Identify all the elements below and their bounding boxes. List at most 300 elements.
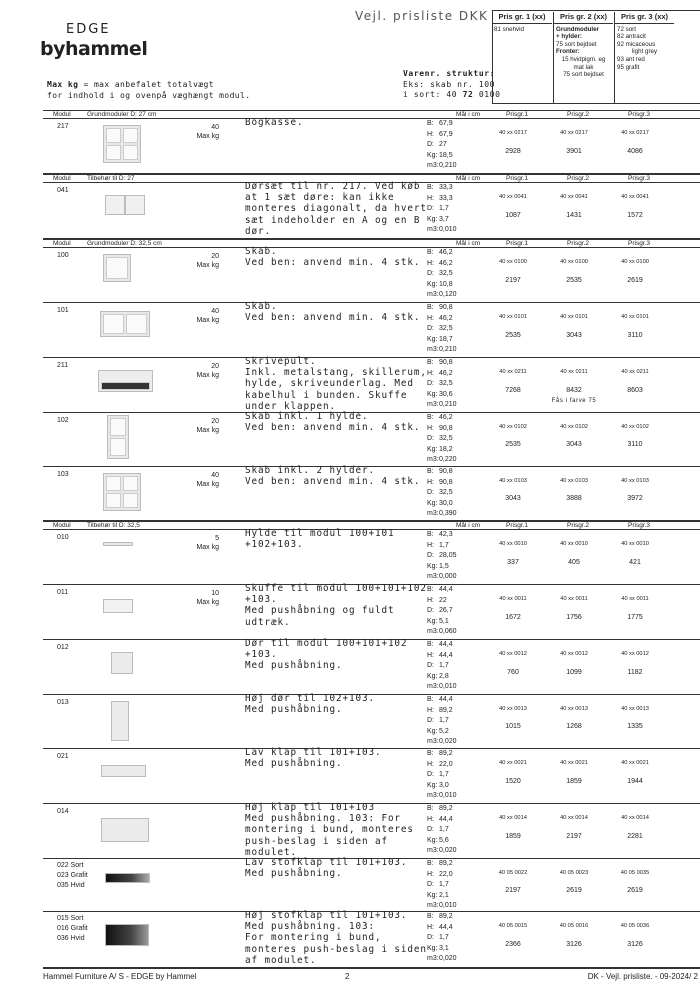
product-image-part [111, 652, 133, 674]
color-variant: 015 Sort [57, 915, 84, 922]
dimension-kg [427, 390, 467, 401]
max-kg-line: Max kg [196, 372, 219, 379]
price-prisgr-2: 3043 [566, 332, 582, 339]
sku-prisgr-2: 40 xx 0041 [560, 194, 588, 200]
description-line: Ved ben: anvend min. 4 stk. [245, 422, 421, 434]
dimension-label: m3: [427, 510, 439, 518]
dimension-kg [427, 891, 467, 902]
section-header-p1: Prisgr.1 [506, 522, 529, 529]
dimension-label: D: [427, 380, 434, 388]
dimension-value: 89,2 [439, 706, 453, 714]
dimension-m3 [427, 345, 467, 356]
dimension-label: Kg: [427, 390, 438, 398]
description-line: Hylde til modul 100+101 [245, 528, 395, 539]
price-prisgr-2: 1859 [566, 778, 582, 785]
product-description [245, 246, 427, 268]
product-description [245, 465, 427, 487]
dimensions [427, 585, 467, 638]
dimension-label: m3: [427, 792, 439, 800]
sku-prisgr-2: 40 xx 0011 [560, 596, 588, 602]
price-prisgr-3: 8603 [627, 387, 643, 394]
dimension-d [427, 488, 467, 499]
price-note: Fås i farve 75 [551, 398, 597, 404]
product-number: 010 [57, 534, 69, 541]
product-number: 217 [57, 123, 69, 130]
dimension-label: m3: [427, 628, 439, 636]
dimension-value: 18,7 [439, 335, 453, 343]
price-prisgr-3: 2619 [627, 277, 643, 284]
price-prisgr-2: 2197 [566, 833, 582, 840]
dimension-label: m3: [427, 902, 439, 910]
dimension-kg [427, 335, 467, 346]
sku-prisgr-2: 40 xx 0010 [560, 541, 588, 547]
dimension-b [427, 183, 467, 194]
max-kg-line: Max kg [196, 262, 219, 269]
dimension-d [427, 324, 467, 335]
price-prisgr-1: 1015 [505, 723, 521, 730]
dimension-value: 1,7 [439, 771, 449, 779]
dimension-value: 1,7 [439, 826, 449, 834]
dimension-value: 89,2 [439, 860, 453, 867]
price-prisgr-3: 2619 [627, 887, 643, 894]
description-line: +103. [245, 649, 278, 661]
sku-prisgr-3: 40 xx 0041 [621, 194, 649, 200]
max-kg-line: 20 [211, 253, 219, 260]
dimension-label: H: [427, 541, 434, 549]
dimension-h [427, 870, 467, 881]
dimension-value: 1,7 [439, 717, 449, 725]
dimension-label: H: [427, 596, 434, 604]
dimension-value: 1,7 [439, 541, 449, 549]
dimension-b [427, 413, 467, 424]
price-prisgr-3: 3972 [627, 495, 643, 502]
dimension-label: Kg: [427, 499, 438, 507]
dimension-value: 28,05 [439, 552, 457, 560]
dimension-value: 22,0 [439, 870, 453, 878]
price-prisgr-1: 1087 [505, 212, 521, 219]
dimension-kg [427, 499, 467, 510]
dimension-b [427, 530, 467, 541]
description-line: Dør til modul 100+101+102 [245, 638, 408, 649]
dimension-label: B: [427, 531, 434, 538]
price-prisgr-1: 7268 [505, 387, 521, 394]
dimension-value: 46,2 [439, 259, 453, 267]
dimension-value: 32,5 [439, 325, 453, 333]
dimension-value: 46,2 [439, 414, 453, 421]
description-line: For montering i bund, monteres push-beslag i siden af modulet. [245, 932, 427, 966]
dimension-label: m3: [427, 683, 439, 691]
dimension-label: B: [427, 304, 434, 311]
dimension-value: 33,3 [439, 184, 453, 191]
product-image-part [125, 195, 145, 215]
dimension-m3 [427, 791, 467, 802]
sku-prisgr-3: 40 xx 0103 [621, 478, 649, 484]
dimension-label: D: [427, 607, 434, 615]
dimensions [427, 912, 467, 965]
dimension-d [427, 716, 467, 727]
dimension-value: 18,5 [439, 151, 453, 159]
dimension-value: 22 [439, 596, 447, 604]
description-line: Skab. [245, 301, 278, 312]
price-prisgr-3: 1775 [627, 614, 643, 621]
dimension-h [427, 259, 467, 270]
sku-prisgr-2: 40 xx 0102 [560, 424, 588, 430]
product-row [43, 585, 700, 640]
product-image-part [101, 765, 146, 777]
dimension-b [427, 695, 467, 706]
description-line: Med pushåbning. [245, 758, 343, 770]
section-header-maal: Mål i cm [456, 111, 481, 118]
price-prisgr-1: 2197 [505, 887, 521, 894]
product-row [43, 303, 700, 358]
dimension-h [427, 130, 467, 141]
price-prisgr-1: 1672 [505, 614, 521, 621]
dimensions [427, 859, 467, 912]
dimension-value: 67,9 [439, 120, 453, 127]
dimension-label: B: [427, 120, 434, 127]
product-image-part [123, 128, 138, 143]
max-kg-line: Max kg [196, 317, 219, 324]
price-prisgr-1: 2366 [505, 941, 521, 948]
max-kg-line: 40 [211, 308, 219, 315]
section-header-maal: Mål i cm [456, 175, 481, 182]
dimension-kg [427, 836, 467, 847]
description-line: Med pushåbning og fuldt udtræk. [245, 605, 395, 628]
sku-prisgr-2: 40 xx 0217 [560, 130, 588, 136]
dimension-value: 30,0 [439, 499, 453, 507]
sku-prisgr-3: 40 xx 0011 [621, 596, 649, 602]
dimension-label: D: [427, 662, 434, 670]
product-row [43, 749, 700, 804]
product-description [245, 583, 427, 628]
varenr-example: Eks: skab nr. 100 [403, 79, 496, 89]
product-image [43, 749, 183, 804]
product-image [43, 358, 183, 413]
product-row [43, 804, 700, 859]
max-kg [183, 534, 219, 552]
dimension-label: Kg: [427, 781, 438, 789]
footer-doc-ref: DK - Vejl. prisliste. - 09-2024/ 2 [587, 972, 698, 981]
dimension-m3 [427, 455, 467, 466]
section-header-modul: Modul [53, 111, 71, 118]
product-image-part [123, 145, 138, 160]
dimension-value: 44,4 [439, 651, 453, 659]
description-line: Med pushåbning. [245, 868, 343, 880]
sku-prisgr-2: 40 xx 0100 [560, 259, 588, 265]
dimension-value: 0,210 [439, 401, 457, 409]
description-line: Ved ben: anvend min. 4 stk. [245, 257, 421, 269]
dimension-value: 89,2 [439, 750, 453, 757]
product-description [245, 181, 427, 237]
dimension-kg [427, 562, 467, 573]
dimension-label: B: [427, 184, 434, 191]
product-row [43, 530, 700, 585]
dimension-b [427, 248, 467, 259]
max-kg [183, 589, 219, 607]
section-header-modul: Modul [53, 240, 71, 247]
dimension-d [427, 606, 467, 617]
price-prisgr-2: 1431 [566, 212, 582, 219]
dimension-label: m3: [427, 955, 439, 963]
dimension-label: H: [427, 194, 434, 202]
dimension-value: 44,4 [439, 586, 453, 593]
description-line: Høj stofklap til 101+103. [245, 910, 408, 921]
dimensions [427, 248, 467, 301]
dimension-label: Kg: [427, 727, 438, 735]
dimension-value: 0,000 [439, 573, 457, 581]
price-groups [492, 12, 700, 104]
description-line: Skab. [245, 246, 278, 257]
dimension-label: B: [427, 805, 434, 812]
max-kg [183, 362, 219, 380]
dimension-label: D: [427, 270, 434, 278]
dimension-m3 [427, 225, 467, 236]
dimension-value: 33,3 [439, 194, 453, 202]
max-kg [183, 123, 219, 141]
price-group-line: 72 sort [617, 25, 636, 33]
product-row [43, 640, 700, 695]
dimension-h [427, 314, 467, 325]
sku-prisgr-3: 40 xx 0010 [621, 541, 649, 547]
dimensions [427, 695, 467, 748]
dimension-value: 30,6 [439, 390, 453, 398]
price-prisgr-3: 3110 [627, 441, 643, 448]
dimension-d [427, 551, 467, 562]
dimensions [427, 183, 467, 236]
price-prisgr-3: 1182 [627, 669, 643, 676]
sku-prisgr-3: 40 05 0036 [620, 923, 650, 929]
description-line: Bogkasse. [245, 117, 304, 128]
sku-prisgr-2: 40 xx 0012 [560, 651, 588, 657]
dimension-h [427, 923, 467, 934]
dimension-m3 [427, 509, 467, 520]
sku-prisgr-2: 40 xx 0101 [560, 314, 588, 320]
dimension-d [427, 379, 467, 390]
price-prisgr-3: 421 [629, 559, 641, 566]
product-description [245, 117, 427, 128]
product-number: 211 [57, 362, 69, 369]
dimension-label: B: [427, 750, 434, 757]
section-header-p2: Prisgr.2 [567, 111, 590, 118]
section-header-p2: Prisgr.2 [567, 240, 590, 247]
dimension-label: Kg: [427, 151, 438, 159]
dimension-value: 27 [439, 141, 447, 149]
product-image [43, 183, 183, 239]
dimension-value: 0,010 [439, 902, 457, 910]
dimension-label: H: [427, 259, 434, 267]
max-kg-line: Max kg [196, 427, 219, 434]
sku-prisgr-3: 40 xx 0021 [621, 760, 649, 766]
description-line: Skrivepult. [245, 356, 317, 367]
product-description [245, 356, 427, 412]
section-header-group: Tilbehør til D: 27 [87, 175, 135, 182]
price-group-header: Pris gr. 1 (xx) [492, 13, 552, 24]
dimension-value: 5,2 [439, 727, 449, 735]
price-prisgr-1: 2535 [505, 441, 521, 448]
dimension-label: B: [427, 468, 434, 475]
dimension-value: 32,5 [439, 435, 453, 443]
description-line: +103. [245, 594, 278, 606]
product-image [43, 530, 183, 585]
sku-prisgr-3: 40 05 0035 [620, 870, 650, 876]
description-line: Skab inkl. 1 hylde. [245, 411, 369, 422]
section-header-group: Tilbehør til D: 32,5 [87, 522, 140, 529]
sku-prisgr-2: 40 xx 0013 [560, 706, 588, 712]
sku-prisgr-3: 40 xx 0101 [621, 314, 649, 320]
dimension-value: 89,2 [439, 805, 453, 812]
dimension-value: 44,4 [439, 815, 453, 823]
price-prisgr-1: 2928 [505, 148, 521, 155]
dimension-h [427, 815, 467, 826]
description-line: Med pushåbning. 103: For montering i bund, monteres push-beslag i siden af modulet. [245, 813, 414, 858]
dimension-m3 [427, 290, 467, 301]
dimension-label: D: [427, 881, 434, 889]
dimension-label: Kg: [427, 672, 438, 680]
dimension-value: 22,0 [439, 760, 453, 768]
dimension-value: 5,1 [439, 617, 449, 625]
dimension-label: H: [427, 369, 434, 377]
dimension-value: 44,4 [439, 641, 453, 648]
dimension-label: Kg: [427, 617, 438, 625]
dimensions [427, 358, 467, 411]
dimension-d [427, 434, 467, 445]
price-prisgr-3: 1572 [627, 212, 643, 219]
product-image-part [103, 314, 124, 334]
dimension-value: 0,010 [439, 226, 457, 234]
product-description [245, 802, 427, 858]
dimension-label: B: [427, 249, 434, 256]
price-group-line: mat lak [573, 63, 594, 71]
dimension-b [427, 749, 467, 760]
dimension-value: 90,8 [439, 359, 453, 366]
description-line: Lav stofklap til 101+103. [245, 857, 408, 868]
dimension-label: m3: [427, 226, 439, 234]
price-prisgr-1: 337 [507, 559, 519, 566]
dimension-value: 90,8 [439, 468, 453, 475]
product-image-part [103, 542, 133, 546]
dimension-label: B: [427, 913, 434, 920]
sku-prisgr-1: 40 xx 0103 [499, 478, 527, 484]
dimensions [427, 530, 467, 583]
dimension-value: 0,120 [439, 291, 457, 299]
sku-prisgr-2: 40 05 0016 [559, 923, 589, 929]
dimension-b [427, 467, 467, 478]
product-image-part [105, 195, 125, 215]
section-header-p3: Prisgr.3 [628, 111, 651, 118]
dimension-h [427, 596, 467, 607]
description-line: Dørsæt til nr. 217. Ved køb at 1 sæt døre: kan ikke monteres diagonalt, da hvert sæt indeholder en A og en B dør. [245, 181, 427, 237]
dimension-value: 5,6 [439, 836, 449, 844]
dimension-label: Kg: [427, 280, 438, 288]
max-kg-line: Max kg [196, 133, 219, 140]
price-group-line: 82 antracit [617, 33, 646, 41]
varenr-sort-bold: 72 [462, 90, 474, 99]
dimension-value: 0,060 [439, 628, 457, 636]
dimension-value: 0,210 [439, 162, 457, 170]
product-image-part [110, 438, 126, 456]
max-kg-line: 40 [211, 472, 219, 479]
dimension-value: 0,010 [439, 792, 457, 800]
varenr-sort-suffix: 0100 [473, 90, 501, 99]
dimension-h [427, 369, 467, 380]
dimension-label: m3: [427, 738, 439, 746]
dimension-value: 89,2 [439, 913, 453, 920]
max-kg-line: Max kg [196, 481, 219, 488]
product-number: 011 [57, 589, 69, 596]
dimension-value: 0,010 [439, 683, 457, 691]
dimension-value: 0,020 [439, 955, 457, 963]
description-line: Lav klap til 101+103. [245, 747, 382, 758]
price-group-line: 75 sort bejdset [556, 40, 597, 48]
dimension-value: 3,0 [439, 781, 449, 789]
dimension-label: B: [427, 414, 434, 421]
section-header-p3: Prisgr.3 [628, 240, 651, 247]
product-image-part [106, 476, 121, 491]
dimension-d [427, 204, 467, 215]
max-kg-line: 20 [211, 418, 219, 425]
dimensions [427, 749, 467, 802]
price-group-line: Fronter: [556, 48, 580, 56]
price-prisgr-3: 3126 [627, 941, 643, 948]
product-row [43, 413, 700, 467]
price-prisgr-1: 3043 [505, 495, 521, 502]
dimension-value: 67,9 [439, 130, 453, 138]
sku-prisgr-3: 40 xx 0014 [621, 815, 649, 821]
dimension-h [427, 760, 467, 771]
dimension-label: D: [427, 552, 434, 560]
dimension-label: D: [427, 489, 434, 497]
description-line: +102+103. [245, 539, 304, 551]
price-prisgr-1: 1520 [505, 778, 521, 785]
price-group-line: light grey [631, 48, 658, 56]
product-description [245, 638, 427, 672]
product-number: 041 [57, 187, 69, 194]
dimension-value: 2,1 [439, 891, 449, 899]
dimension-label: Kg: [427, 836, 438, 844]
product-image [43, 640, 183, 695]
product-image-part [101, 382, 150, 390]
sku-prisgr-3: 40 xx 0211 [621, 369, 649, 375]
sku-prisgr-1: 40 xx 0211 [499, 369, 527, 375]
dimension-b [427, 303, 467, 314]
sku-prisgr-2: 40 xx 0211 [560, 369, 588, 375]
price-group-line: + hylder: [556, 33, 582, 41]
dimension-kg [427, 672, 467, 683]
dimension-kg [427, 727, 467, 738]
dimension-value: 32,5 [439, 380, 453, 388]
dimension-m3 [427, 682, 467, 693]
price-prisgr-3: 3110 [627, 332, 643, 339]
sku-prisgr-1: 40 xx 0041 [499, 194, 527, 200]
product-row [43, 912, 700, 968]
price-prisgr-2: 1756 [566, 614, 582, 621]
dimension-label: Kg: [427, 215, 438, 223]
description-line: Inkl. metalstang, skillerum, hylde, skriveunderlag. Med kabelhul i bunden. Skuffe under klappen. [245, 367, 427, 412]
product-image [43, 859, 183, 912]
dimension-label: H: [427, 760, 434, 768]
product-description [245, 747, 427, 769]
sku-prisgr-1: 40 xx 0010 [499, 541, 527, 547]
dimension-b [427, 859, 467, 870]
section-header-p1: Prisgr.1 [506, 240, 529, 247]
max-kg-line: 20 [211, 363, 219, 370]
dimension-value: 0,210 [439, 346, 457, 354]
dimension-label: B: [427, 641, 434, 648]
dimension-value: 0,390 [439, 510, 457, 518]
product-row [43, 119, 700, 174]
product-image [43, 119, 183, 174]
dimension-value: 32,5 [439, 489, 453, 497]
